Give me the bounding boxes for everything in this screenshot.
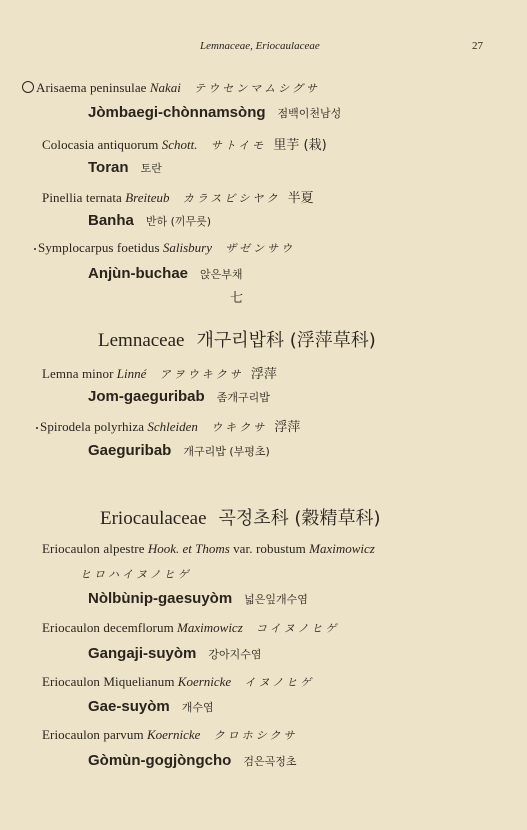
species-line-eriocaulon-alpestre: Eriocaulon alpestre Hook. et Thoms var. robustum Maximowicz [42,541,375,556]
species-line-colocasia: Colocasia antiquorum Schott. サトイモ 里芋 (栽) [42,137,327,153]
species-line-eriocaulon-decemflorum: Eriocaulon decemflorum Maximowicz コイヌノヒゲ [42,620,340,635]
korean-name-eriocaulon-parvum: Gòmùn-gogjòngcho 검은곡정초 [88,752,297,769]
korean-name-colocasia: Toran 토란 [88,159,162,176]
korean-name-symplocarpus: Anjùn-buchae 앉은부채 [88,265,243,282]
family-heading-lemnaceae: Lemnaceae 개구리밥科 (浮萍草科) [98,330,376,351]
species-line-spirodela: Spirodela polyrhiza Schleiden ウキクサ 浮萍 [36,416,300,435]
korean-name-arisaema: Jòmbaegi-chònnamsòng 점백이천남성 [88,104,342,121]
page-header [0,40,527,60]
running-head: Lemnaceae, Eriocaulaceae [200,40,320,52]
species-line-lemna: Lemna minor Linné アヲウキクサ 浮萍 [42,366,277,382]
korean-name-spirodela: Gaeguribab 개구리밥 (부평초) [88,442,270,459]
species-line-eriocaulon-parvum: Eriocaulon parvum Koernicke クロホシクサ [42,727,298,742]
dot-mark-icon [36,427,38,429]
dot-mark-icon [34,248,36,250]
korean-name-pinellia: Banha 반하 (끼무릇) [88,212,212,229]
korean-name-eriocaulon-decemflorum: Gangaji-suyòm 강아지수염 [88,645,262,662]
species-line-arisaema: Arisaema peninsulae Nakai テウセンマムシグサ [22,80,320,96]
species-line-pinellia: Pinellia ternata Breiteub カラスビシヤク 半夏 [42,190,314,206]
species-line-eriocaulon-miquelianum: Eriocaulon Miquelianum Koernicke イヌノヒゲ [42,674,315,689]
species-line-symplocarpus: Symplocarpus foetidus Salisbury ザゼンサウ [34,240,295,256]
korean-name-eriocaulon-alpestre: Nòlbùnip-gaesuyòm 넓은잎개수염 [88,590,308,607]
kana-line-eriocaulon-alpestre: ヒロハイヌノヒゲ [80,569,192,581]
korean-name-eriocaulon-miquelianum: Gae-suyòm 개수염 [88,698,214,715]
circle-mark-icon [22,81,34,93]
korean-name-lemna: Jom-gaeguribab 좀개구리밥 [88,388,270,405]
family-heading-eriocaulaceae: Eriocaulaceae 곡정초科 (穀精草科) [100,508,381,529]
page-number: 27 [472,40,483,52]
handwritten-mark: 七 [230,291,244,306]
